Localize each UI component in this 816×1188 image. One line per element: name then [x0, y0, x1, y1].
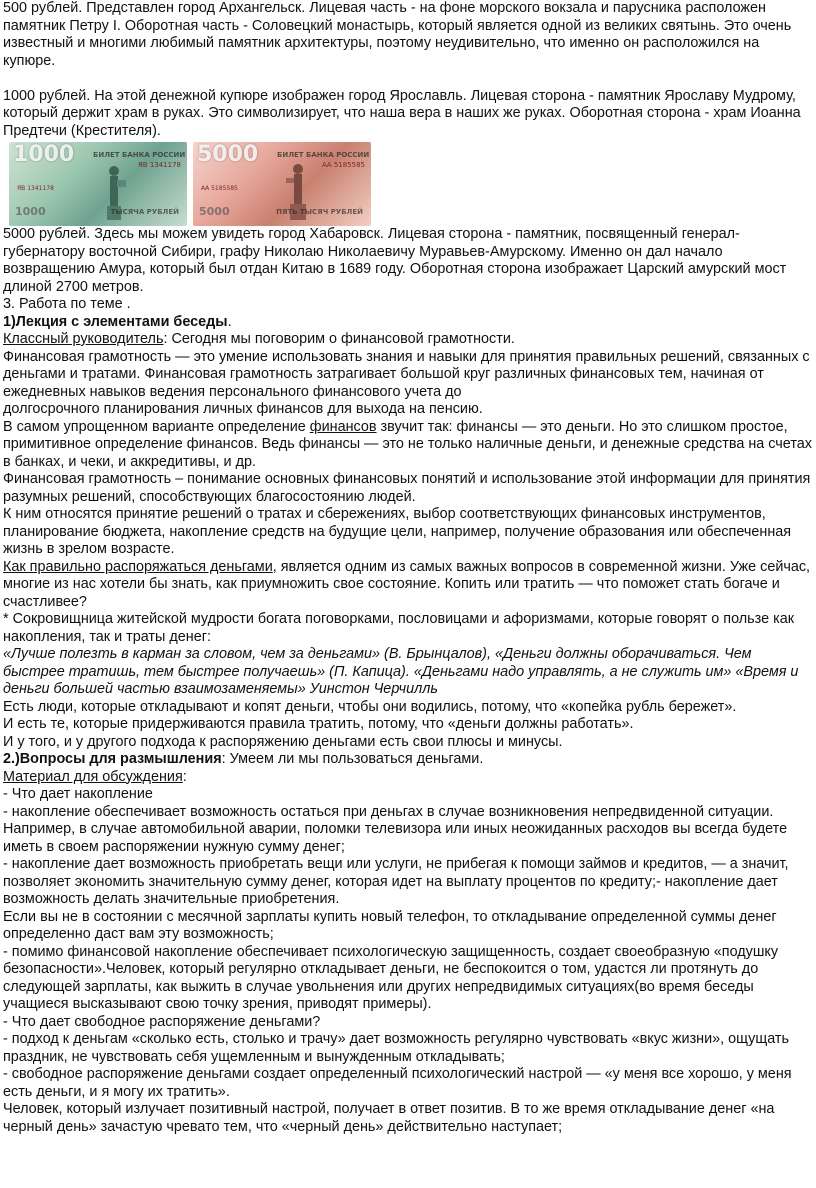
quotes: «Лучше полезть в карман за словом, чем за деньгами» (В. Брынцалов), «Деньги должны оборачиваться. Чем быстрее тратишь, тем быстрее получаешь» (П. Капица). «Деньгами надо управлять, а не служить им» «Время и деньги большей частью взаимозаменяемы» Уинстон Черчилль — [3, 646, 799, 697]
banknote-serial: АА 5185585 — [322, 161, 365, 169]
banknote-motto: ПЯТЬ ТЫСЯЧ РУБЛЕЙ — [276, 207, 363, 216]
list-item: - накопление дает возможность приобретать вещи или услуги, не прибегая к помощи займов и кредитов, — а значит, позволяет экономить значительную сумму денег, которая идет на выплату процентов по кредиту;- накопление дает возможность делать значительные приобретения. — [3, 856, 789, 907]
list-item: - Что дает свободное распоряжение деньгами? — [3, 1013, 321, 1030]
banknote-5000-image — [193, 142, 371, 226]
finance-link[interactable]: финансов — [309, 418, 377, 435]
list-item: Человек, который излучает позитивный настрой, получает в ответ позитив. В то же время откладывание денег «на черный день» зачастую чревато тем, что «черный день» действительно наступает; — [3, 1101, 775, 1135]
banknote-bank-label: БИЛЕТ БАНКА РОССИИ — [93, 151, 186, 159]
paragraph-manage-money — [3, 559, 812, 612]
teacher-text: : Сегодня мы поговорим о финансовой грамотности. — [163, 331, 515, 347]
list-item: Например, в случае автомобильной аварии, поломки телевизора или иных неожиданных расходов вы всегда будете иметь в своем распоряжении нужную сумму денег; — [3, 821, 788, 855]
banknote-denomination-small: 1000 — [15, 204, 46, 218]
banknote-1000-image — [9, 142, 187, 226]
banknote-denomination: 5000 — [197, 142, 259, 167]
banknote-serial-side: ЯВ 1341178 — [17, 185, 54, 192]
material-label-line — [3, 769, 812, 787]
heading-questions — [3, 751, 812, 769]
banknote-motto: ТЫСЯЧА РУБЛЕЙ — [110, 207, 179, 216]
list-item: - помимо финансовой накопление обеспечивает психологическую защищенность, создает своеобразную «подушку безопасности».Человек, который регулярно откладывает деньги, не беспокоится о том, удастся ли протянуть до следующей зарплаты, как выжить в случае увольнения или других непредвидимых ситуациях(во время беседы учащиеся высказывают свою точку зрения, приводят примеры). — [3, 943, 779, 1012]
list-item: - Что дает накопление — [3, 786, 153, 802]
banknote-denomination-small: 5000 — [199, 204, 230, 218]
banknote-serial-side: АА 5185585 — [201, 185, 238, 192]
heading-lecture-tail: . — [227, 313, 232, 330]
list-item: Если вы не в состоянии с месячной зарплаты купить новый телефон, то откладывание определенной суммы денег определенно даст вам эту возможность; — [3, 908, 777, 942]
heading-lecture-text: 1)Лекция с элементами беседы — [3, 313, 228, 330]
banknote-denomination: 1000 — [13, 142, 75, 167]
paragraph-financial-literacy-end: долгосрочного планирования личных финансов для выхода на пенсию. — [3, 401, 483, 417]
paragraph-pros-cons: И у того, и у другого подхода к распоряжению деньгами есть свои плюсы и минусы. — [3, 733, 563, 750]
banknote-images — [9, 142, 812, 226]
list-item: - накопление обеспечивает возможность остаться при деньгах в случае возникновения непредвиденной ситуации. — [3, 803, 774, 820]
paragraph-decisions: К ним относятся принятие решений о тратах и сбережениях, выбор соответствующих финансовых инструментов, планирование бюджета, накопление средств на будущие цели, например, получение образования или обеспеченная жизнь в зрелом возрасте. — [3, 506, 792, 557]
banknote-serial: ЯВ 1341178 — [137, 161, 181, 169]
list-item: - свободное распоряжение деньгами создает определенный психологический настрой — «у меня все хорошо, у меня есть деньги, и я могу их тратить». — [3, 1066, 792, 1100]
paragraph-spenders: И есть те, которые придерживаются правила тратить, потому, что «деньги должны работать». — [3, 716, 634, 732]
paragraph-financial-literacy: Финансовая грамотность — это умение использовать знания и навыки для принятия правильных решений, связанных с деньгами и тратами. Финансовая грамотность затрагивает большой круг различных финансовых тем, начиная от ежедневных навыков ведения персонального финансового учета до — [3, 348, 810, 400]
list-item: - подход к деньгам «сколько есть, столько и трачу» дает возможность регулярно чувствовать «вкус жизни», ощущать праздник, не чувствовать себя ущемленным и вынужденным откладывать; — [3, 1031, 789, 1065]
paragraph-proverbs: * Сокровищница житейской мудрости богата поговорками, пословицами и афоризмами, которые говорят о пользе как накопления, так и траты денег: — [3, 611, 794, 645]
paragraph-finance-definition — [3, 419, 812, 472]
manage-money-link[interactable]: Как правильно распоряжаться деньгами — [3, 558, 273, 575]
heading-questions-tail: : Умеем ли мы пользоваться деньгами. — [221, 751, 484, 767]
section-3-title: 3. Работа по теме . — [3, 296, 131, 312]
paragraph-1000-rubles: 1000 рублей. На этой денежной купюре изображен город Ярославль. Лицевая сторона - памятник Ярославу Мудрому, который держит храм в руках. Это символизирует, что наша вера в наших же руках. Оборотная сторона - храм Иоанна Предтечи (Крестителя). — [3, 87, 801, 139]
teacher-label: Классный руководитель — [3, 331, 164, 347]
definition-text-end: звучит так: финансы — это деньги. Но это слишком простое, примитивное определение финансов. Ведь финансы — это не только наличные деньги, и денежные средства на счетах в банках, и чеки, и аккредитивы, и др. — [3, 418, 812, 470]
paragraph-literacy-understanding: Финансовая грамотность – понимание основных финансовых понятий и использование этой информации для принятия разумных решений, способствующих благосостоянию людей. — [3, 471, 811, 505]
heading-questions-text: 2.)Вопросы для размышления — [3, 751, 222, 767]
definition-text-start: В самом упрощенном варианте определение — [3, 418, 310, 435]
blank-line — [3, 70, 812, 88]
material-tail: : — [182, 768, 187, 785]
paragraph-savers: Есть люди, которые откладывают и копят деньги, чтобы они водились, потому, что «копейка рубль бережет». — [3, 698, 737, 715]
heading-lecture — [3, 314, 812, 332]
teacher-intro — [3, 331, 812, 349]
manage-money-text: , является одним из самых важных вопросов в современной жизни. Уже сейчас, многие из нас хотели бы знать, как приумножить свое состояние. Копить или тратить — что поможет стать богаче и счастливее? — [3, 558, 811, 610]
paragraph-5000-rubles: 5000 рублей. Здесь мы можем увидеть город Хабаровск. Лицевая сторона - памятник, посвященный генерал-губернатору восточной Сибири, графу Николаю Николаевичу Муравьев-Амурскому. Именно он дал начало возвращению Амура, который был отдан Китаю в 1689 году. Оборотная сторона изображает Царский амурский мост длиной 2700 метров. — [3, 226, 787, 295]
material-label: Материал для обсуждения — [3, 768, 183, 785]
paragraph-500-rubles: 500 рублей. Представлен город Архангельск. Лицевая часть - на фоне морского вокзала и парусника расположен памятник Петру I. Оборотная часть - Соловецкий монастырь, который является одной из великих святынь. Это очень известный и многими любимый памятник архитектуры, поэтому неудивительно, что именно он расположился на купюре. — [3, 0, 792, 69]
banknote-bank-label: БИЛЕТ БАНКА РОССИИ — [277, 151, 370, 159]
